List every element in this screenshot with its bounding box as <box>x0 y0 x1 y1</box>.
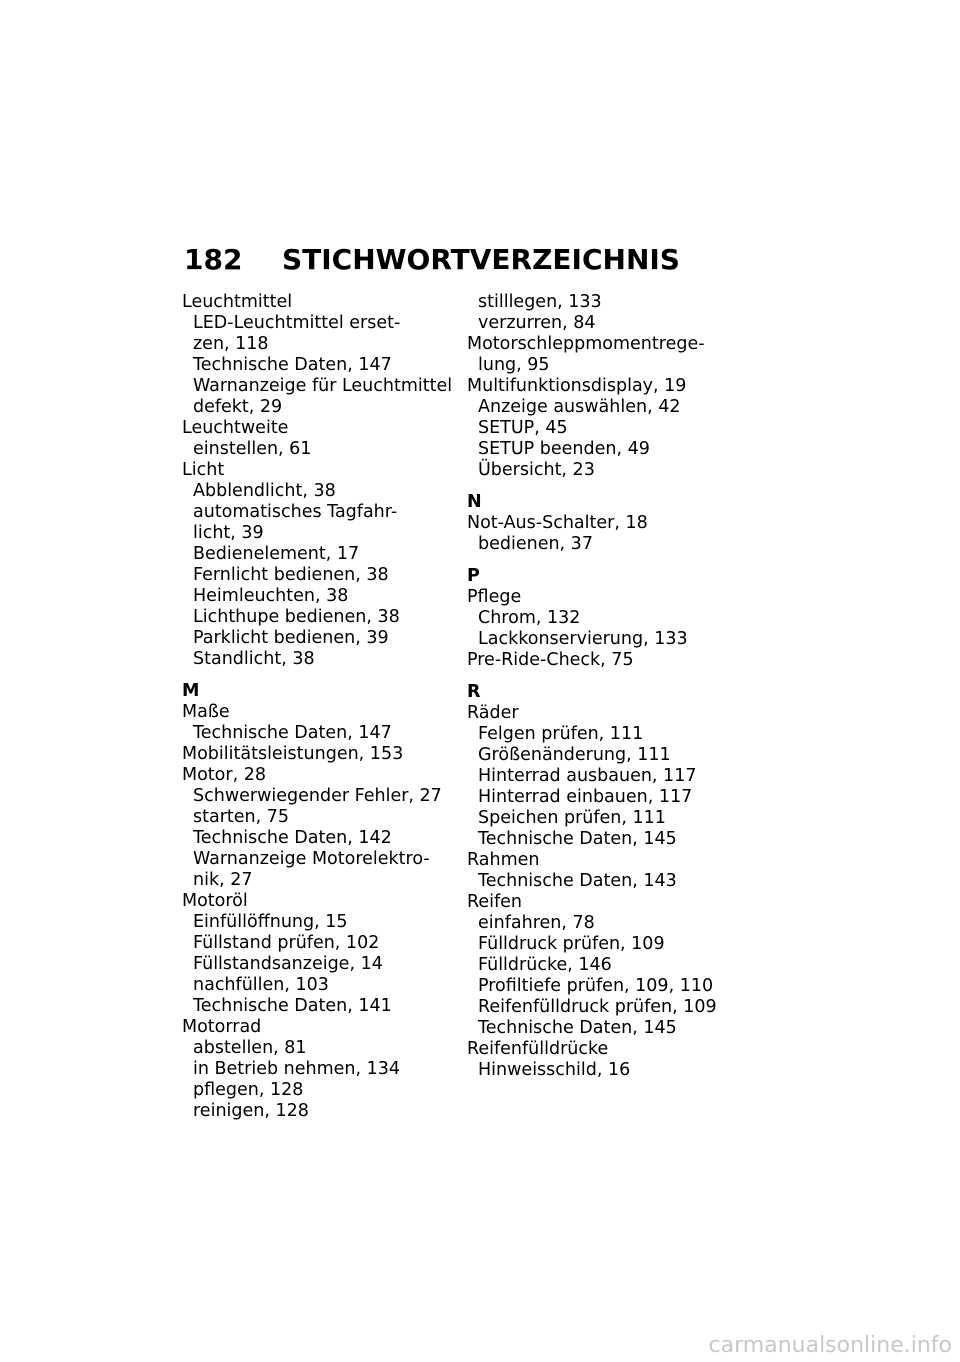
index-entry: Not-Aus-Schalter, 18 <box>467 513 648 533</box>
index-subentry: stilllegen, 133 <box>478 292 602 312</box>
index-entry: Reifenfülldrücke <box>467 1039 609 1059</box>
page-number: 182 <box>184 243 243 276</box>
index-subentry: Lichthupe bedienen, 38 <box>193 607 400 627</box>
watermark: carmanualsonline.info <box>708 1333 952 1358</box>
index-subentry: Technische Daten, 145 <box>478 829 677 849</box>
index-subentry: Füllstand prüfen, 102 <box>193 933 380 953</box>
index-subentry: Hinterrad ausbauen, 117 <box>478 766 697 786</box>
index-entry: Leuchtmittel <box>182 292 293 312</box>
index-subentry: Anzeige auswählen, 42 <box>478 397 681 417</box>
index-subentry: Bedienelement, 17 <box>193 544 360 564</box>
index-subentry: LED-Leuchtmittel erset- <box>193 313 401 333</box>
index-subentry: Fernlicht bedienen, 38 <box>193 565 389 585</box>
index-entry: Mobilitätsleistungen, 153 <box>182 744 404 764</box>
index-subentry: Standlicht, 38 <box>193 649 315 669</box>
index-subentry: Einfüllöffnung, 15 <box>193 912 348 932</box>
index-subentry: SETUP, 45 <box>478 418 568 438</box>
page-heading <box>184 243 680 277</box>
index-subentry: Technische Daten, 142 <box>193 828 392 848</box>
index-subentry: einfahren, 78 <box>478 913 595 933</box>
index-entry: Leuchtweite <box>182 418 289 438</box>
index-subentry: pflegen, 128 <box>193 1080 304 1100</box>
page-title: STICHWORTVERZEICHNIS <box>282 243 680 276</box>
index-entry: Maße <box>182 702 230 722</box>
index-entry: Motoröl <box>182 891 248 911</box>
index-subentry: bedienen, 37 <box>478 534 593 554</box>
index-subentry: nachfüllen, 103 <box>193 975 329 995</box>
index-subentry-continuation: defekt, 29 <box>193 397 283 417</box>
index-subentry: Technische Daten, 143 <box>478 871 677 891</box>
index-subentry: Hinweisschild, 16 <box>478 1060 631 1080</box>
index-letter-heading: M <box>182 681 200 701</box>
index-subentry: Abblendlicht, 38 <box>193 481 336 501</box>
index-subentry: starten, 75 <box>193 807 290 827</box>
index-subentry: Reifenfülldruck prüfen, 109 <box>478 997 717 1017</box>
index-subentry: Technische Daten, 147 <box>193 723 392 743</box>
index-subentry-continuation: lung, 95 <box>478 355 550 375</box>
index-subentry: einstellen, 61 <box>193 439 312 459</box>
index-subentry: Größenänderung, 111 <box>478 745 671 765</box>
index-subentry: abstellen, 81 <box>193 1038 307 1058</box>
index-subentry: Übersicht, 23 <box>478 460 595 480</box>
index-subentry-continuation: licht, 39 <box>193 523 264 543</box>
index-subentry: verzurren, 84 <box>478 313 596 333</box>
index-subentry: Felgen prüfen, 111 <box>478 724 644 744</box>
index-subentry-continuation: nik, 27 <box>193 870 253 890</box>
index-subentry: SETUP beenden, 49 <box>478 439 650 459</box>
index-subentry: Warnanzeige Motorelektro- <box>193 849 430 869</box>
index-entry: Räder <box>467 703 519 723</box>
index-subentry-continuation: zen, 118 <box>193 334 269 354</box>
index-subentry: reinigen, 128 <box>193 1101 309 1121</box>
index-subentry: automatisches Tagfahr- <box>193 502 398 522</box>
index-subentry: Fülldrücke, 146 <box>478 955 612 975</box>
index-subentry: Speichen prüfen, 111 <box>478 808 666 828</box>
index-subentry: Chrom, 132 <box>478 608 581 628</box>
index-entry: Multifunktionsdisplay, 19 <box>467 376 687 396</box>
index-column-left <box>182 292 453 1122</box>
index-subentry: Profiltiefe prüfen, 109, 110 <box>478 976 714 996</box>
index-subentry: Lackkonservierung, 133 <box>478 629 688 649</box>
index-subentry: Parklicht bedienen, 39 <box>193 628 389 648</box>
index-subentry: Technische Daten, 145 <box>478 1018 677 1038</box>
index-column-right <box>467 292 737 1081</box>
index-entry: Pre-Ride-Check, 75 <box>467 650 634 670</box>
index-subentry: Schwerwiegender Fehler, 27 <box>193 786 442 806</box>
index-subentry: Heimleuchten, 38 <box>193 586 349 606</box>
index-subentry: Technische Daten, 147 <box>193 355 392 375</box>
index-entry: Licht <box>182 460 225 480</box>
index-subentry: Hinterrad einbauen, 117 <box>478 787 693 807</box>
index-subentry: Technische Daten, 141 <box>193 996 392 1016</box>
index-entry: Rahmen <box>467 850 540 870</box>
index-subentry: in Betrieb nehmen, 134 <box>193 1059 401 1079</box>
index-entry: Motor, 28 <box>182 765 266 785</box>
index-entry: Motorschleppmomentrege- <box>467 334 705 354</box>
index-entry: Motorrad <box>182 1017 262 1037</box>
index-letter-heading: N <box>467 492 482 512</box>
index-letter-heading: P <box>467 566 480 586</box>
index-entry: Pflege <box>467 587 522 607</box>
index-entry: Reifen <box>467 892 523 912</box>
index-letter-heading: R <box>467 682 481 702</box>
index-subentry: Füllstandsanzeige, 14 <box>193 954 383 974</box>
index-subentry: Fülldruck prüfen, 109 <box>478 934 665 954</box>
index-subentry: Warnanzeige für Leuchtmittel <box>193 376 453 396</box>
